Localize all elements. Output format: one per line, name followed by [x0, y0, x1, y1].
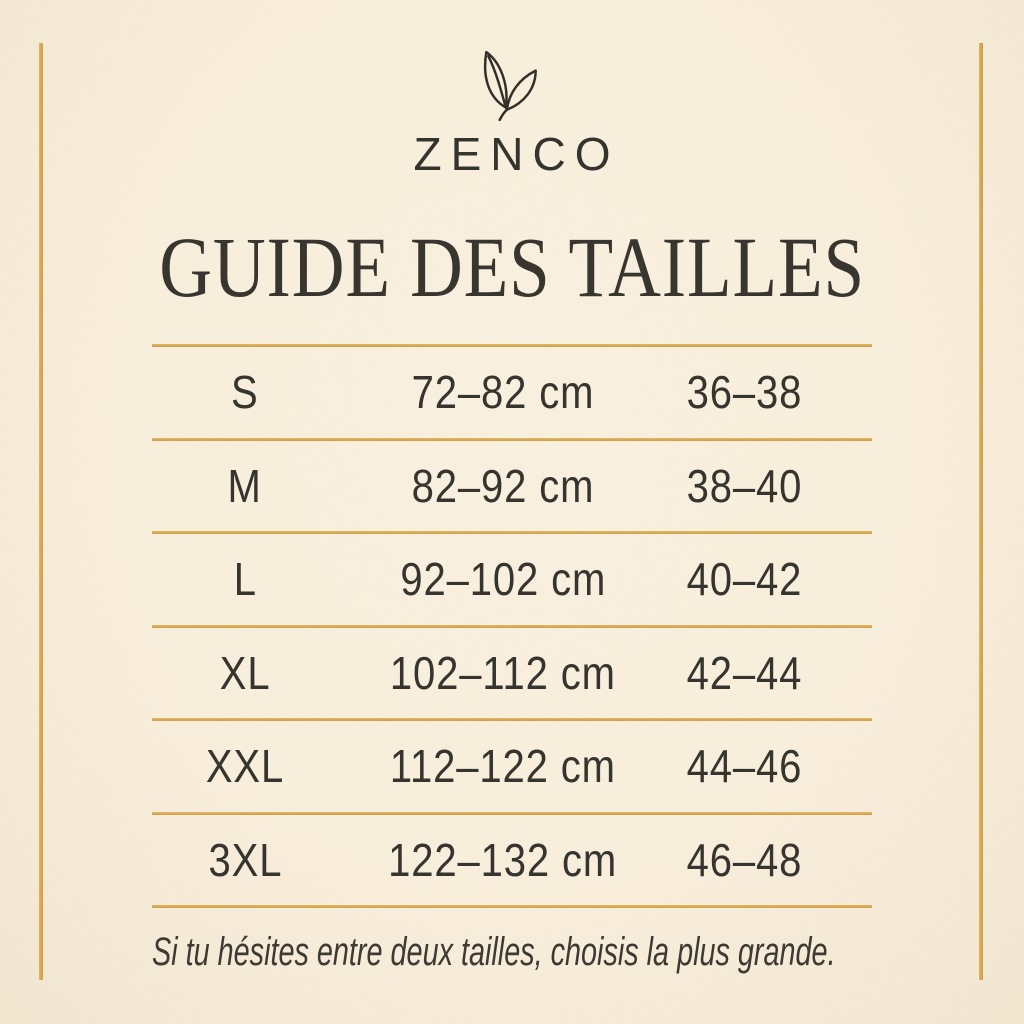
eu-size: 42–44 — [686, 646, 802, 699]
size-label: M — [227, 459, 263, 512]
right-border-line — [979, 43, 983, 980]
eu-size: 46–48 — [686, 833, 802, 886]
table-row — [152, 721, 872, 812]
size-label: 3XL — [208, 833, 282, 886]
eu-size: 38–40 — [686, 459, 802, 512]
table-row — [152, 815, 872, 906]
table-row — [152, 441, 872, 532]
chest-measurement: 122–132 cm — [388, 833, 618, 886]
table-row — [152, 347, 872, 438]
chest-measurement: 82–92 cm — [411, 459, 595, 512]
left-border-line — [39, 43, 43, 980]
page-title — [0, 219, 1024, 315]
brand-name: ZENCO — [413, 128, 620, 180]
chest-measurement: 72–82 cm — [411, 366, 595, 419]
size-label: XXL — [205, 740, 285, 793]
table-row — [152, 534, 872, 625]
table-divider — [152, 905, 872, 908]
chest-measurement: 102–112 cm — [389, 646, 616, 699]
eu-size: 44–46 — [686, 740, 802, 793]
table-row — [152, 628, 872, 719]
size-label: XL — [219, 646, 271, 699]
leaf-icon — [480, 48, 542, 122]
chest-measurement: 112–122 cm — [389, 740, 616, 793]
footer-note — [152, 932, 1024, 972]
eu-size: 36–38 — [686, 366, 802, 419]
page-title-text: GUIDE DES TAILLES — [159, 219, 865, 315]
size-table — [152, 344, 872, 908]
size-label: S — [231, 366, 259, 419]
eu-size: 40–42 — [686, 553, 802, 606]
footer-note-text: Si tu hésites entre deux tailles, choisis la plus grande. — [152, 930, 836, 974]
size-label: L — [233, 553, 257, 606]
chest-measurement: 92–102 cm — [400, 553, 606, 606]
